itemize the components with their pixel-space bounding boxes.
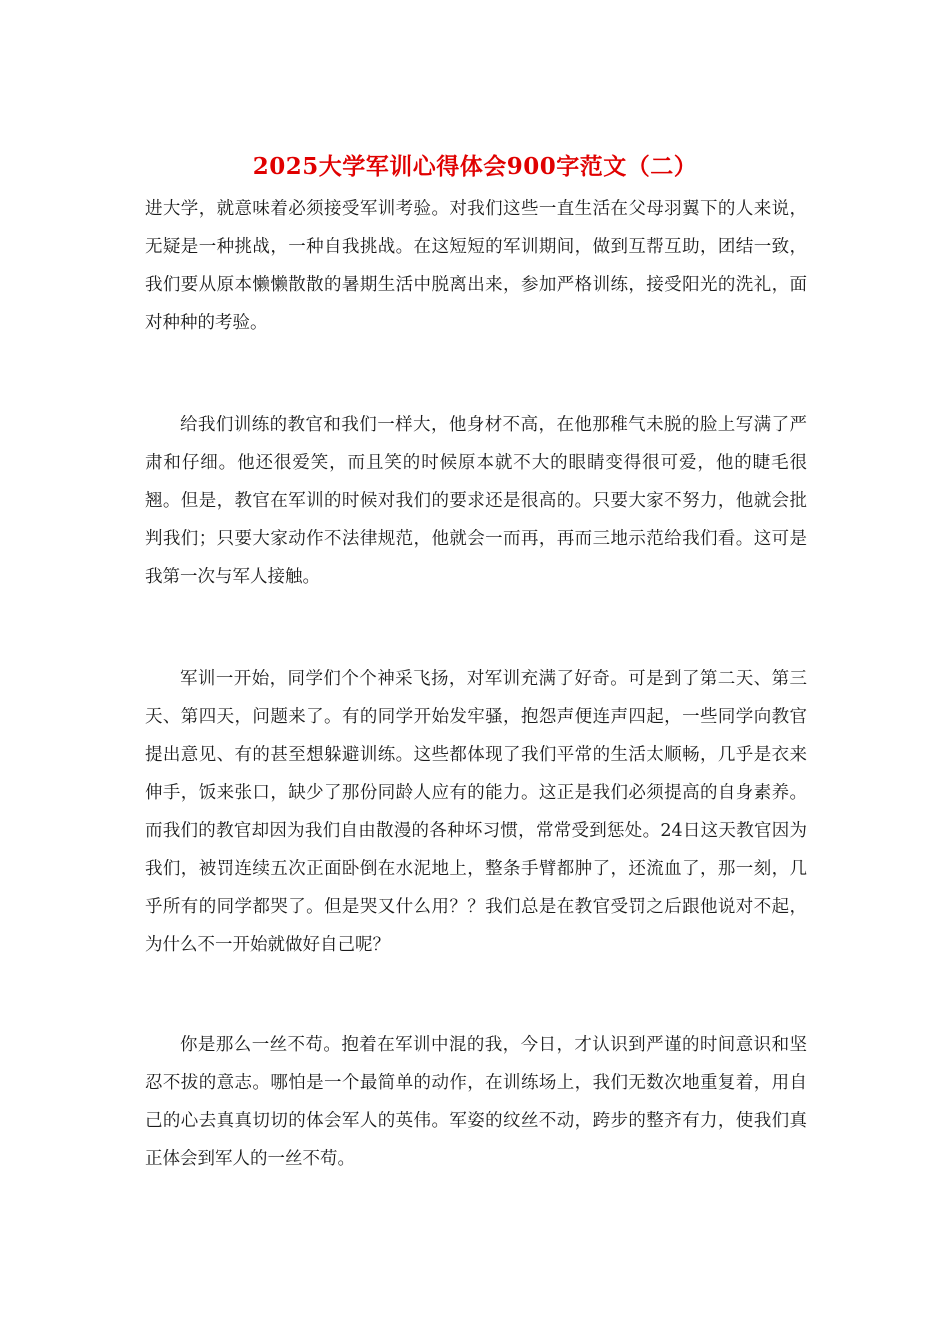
- paragraph-3: 军训一开始，同学们个个神采飞扬，对军训充满了好奇。可是到了第二天、第三天、第四天，问题来了。有的同学开始发牢骚，抱怨声便连声四起，一些同学向教官提出意见、有的甚至想躲避训练。这些都体现了我们平常的生活太顺畅，几乎是衣来伸手，饭来张口，缺少了那份同龄人应有的能力。这正是我们必须提高的自身素养。而我们的教官却因为我们自由散漫的各种坏习惯，常常受到惩处。24日这天教官因为我们，被罚连续五次正面卧倒在水泥地上，整条手臂都肿了，还流血了，那一刻，几乎所有的同学都哭了。但是哭又什么用？？我们总是在教官受罚之后跟他说对不起，为什么不一开始就做好自己呢？: [145, 669, 807, 955]
- paragraph-2: 给我们训练的教官和我们一样大，他身材不高，在他那稚气未脱的脸上写满了严肃和仔细。他还很爱笑，而且笑的时候原本就不大的眼睛变得很可爱，他的睫毛很翘。但是，教官在军训的时候对我们的要求还是很高的。只要大家不努力，他就会批判我们；只要大家动作不法律规范，他就会一而再，再而三地示范给我们看。这可是我第一次与军人接触。: [145, 415, 807, 587]
- document-title: 2025大学军训心得体会900字范文（二）: [252, 153, 698, 180]
- paragraph-4: 你是那么一丝不苟。抱着在军训中混的我，今日，才认识到严谨的时间意识和坚忍不拔的意志。哪怕是一个最简单的动作，在训练场上，我们无数次地重复着，用自己的心去真真切切的体会军人的英伟。军姿的纹丝不动，跨步的整齐有力，使我们真正体会到军人的一丝不苟。: [145, 1035, 807, 1169]
- paragraph-1: 进大学，就意味着必须接受军训考验。对我们这些一直生活在父母羽翼下的人来说，无疑是一种挑战，一种自我挑战。在这短短的军训期间，做到互帮互助，团结一致，我们要从原本懒懒散散的暑期生活中脱离出来，参加严格训练，接受阳光的洗礼，面对种种的考验。: [145, 199, 807, 333]
